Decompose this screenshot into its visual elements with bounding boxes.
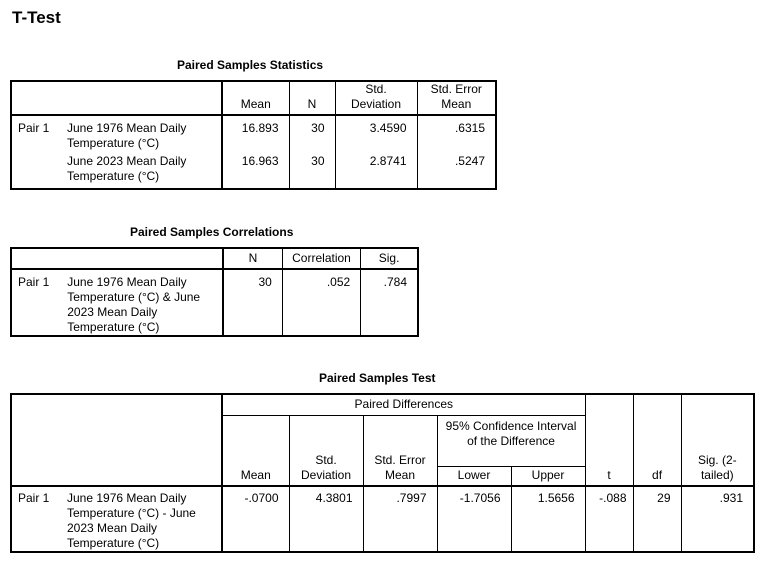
col-header-n: N [223, 248, 282, 269]
col-header-sig-2-tailed: Sig. (2-tailed) [681, 394, 754, 486]
pair-label: Pair 1 [18, 275, 50, 289]
stats-caption: Paired Samples Statistics [177, 58, 324, 72]
col-header-sig: Sig. [361, 248, 418, 269]
paired-correlations-table [10, 247, 419, 337]
cell-n: 30 [289, 152, 335, 189]
col-header-paired-differences: Paired Differences [222, 394, 585, 415]
col-header-lower: Lower [437, 466, 511, 486]
col-header-mean: Mean [222, 81, 289, 115]
variable-name: June 1976 Mean Daily Temperature (°C) [67, 121, 187, 150]
variable-name: June 1976 Mean Daily Temperature (°C) - June 2023 Mean Daily Temperature (°C) [67, 491, 196, 550]
table-header-row [11, 394, 754, 415]
cell-mean: 16.963 [222, 152, 289, 189]
cell-t: -.088 [585, 486, 633, 552]
page-title: T-Test [12, 8, 61, 27]
cell-upper: 1.5656 [511, 486, 585, 552]
col-header-std-error-mean: Std. Error Mean [363, 415, 437, 486]
col-header-std-deviation: Std. Deviation [335, 81, 417, 115]
col-header-std-error-mean: Std. Error Mean [417, 81, 496, 115]
test-caption: Paired Samples Test [319, 371, 436, 385]
table-header-row [11, 248, 418, 269]
table-row [11, 269, 418, 336]
paired-statistics-table [10, 80, 497, 190]
cell-lower: -1.7056 [437, 486, 511, 552]
col-header-t: t [585, 394, 633, 486]
cell-sig-2-tailed: .931 [681, 486, 754, 552]
cell-std-deviation: 3.4590 [335, 115, 417, 152]
col-header-mean: Mean [222, 415, 289, 486]
pair-label: Pair 1 [18, 121, 50, 135]
cell-std-error-mean: .5247 [417, 152, 496, 189]
cell-std-deviation: 4.3801 [289, 486, 363, 552]
col-header-n: N [289, 81, 335, 115]
cell-correlation: .052 [282, 269, 360, 336]
table-header-row [11, 81, 496, 115]
col-header-std-deviation: Std. Deviation [289, 415, 363, 486]
table-row [11, 152, 496, 189]
cell-std-error-mean: .6315 [417, 115, 496, 152]
variable-name: June 1976 Mean Daily Temperature (°C) & June 2023 Mean Daily Temperature (°C) [67, 275, 201, 334]
col-header-confidence-interval: 95% Confidence Interval of the Difference [437, 415, 585, 466]
table-row [11, 486, 754, 552]
col-header-correlation: Correlation [282, 248, 360, 269]
cell-mean: 16.893 [222, 115, 289, 152]
cell-n: 30 [289, 115, 335, 152]
cell-sig: .784 [361, 269, 418, 336]
col-header-df: df [633, 394, 681, 486]
variable-name: June 2023 Mean Daily Temperature (°C) [67, 154, 187, 183]
cell-mean: -.0700 [222, 486, 289, 552]
col-header-upper: Upper [511, 466, 585, 486]
paired-test-table [10, 393, 755, 553]
cell-n: 30 [223, 269, 282, 336]
pair-label: Pair 1 [18, 491, 50, 505]
cell-std-error-mean: .7997 [363, 486, 437, 552]
cell-std-deviation: 2.8741 [335, 152, 417, 189]
cell-df: 29 [633, 486, 681, 552]
corr-caption: Paired Samples Correlations [130, 225, 294, 239]
table-row [11, 115, 496, 152]
